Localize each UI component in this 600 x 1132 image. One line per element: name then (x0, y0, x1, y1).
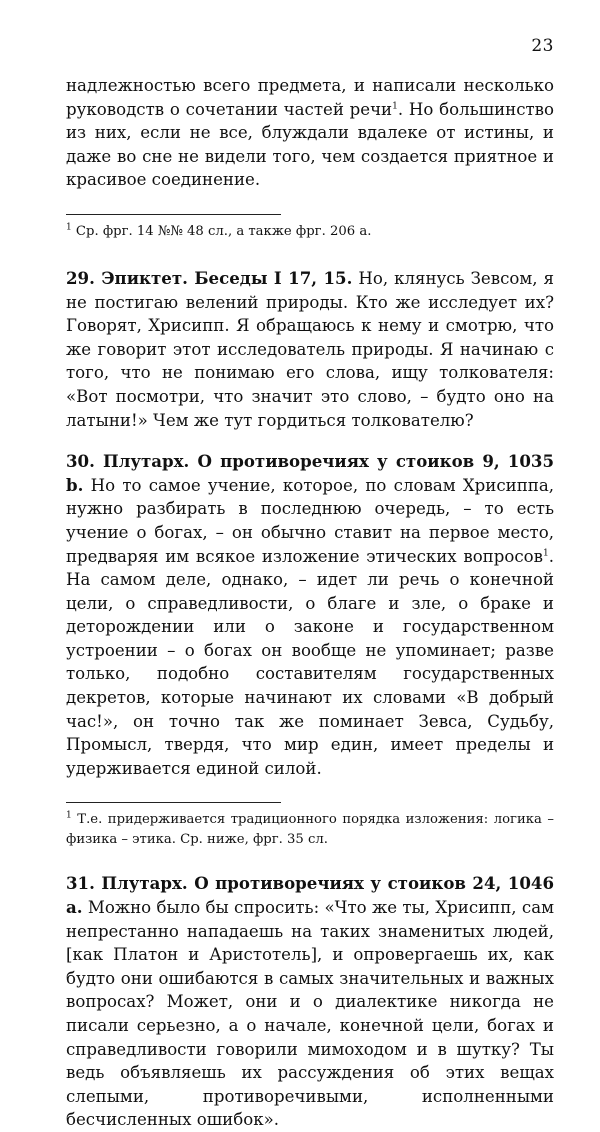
footnote-2 (66, 810, 554, 850)
page-body (66, 74, 554, 1132)
entry-31-text: Можно было бы спросить: «Что же ты, Хрисипп, сам непрестанно нападаешь на таких знаменитых людей, [как Платон и Аристотель], и опровергаешь их, как будто они ошибаются в самых значительных и важных вопросах? Может, они и о диалектике никогда не писали серьезно, а о начале, конечной цели, богах и справедливости говорили мимоходом и в шутку? Ты ведь объявляешь их рассуждения об этих вещах слепыми, противоречивыми, исполненными бесчисленных ошибок». (66, 898, 554, 1130)
page-number: 23 (531, 36, 554, 56)
entry-31 (66, 872, 554, 1132)
footnote-1-text: Ср. фрг. 14 №№ 48 сл., а также фрг. 206 а. (71, 223, 372, 239)
opening-paragraph (66, 74, 554, 192)
footnote-1 (66, 222, 554, 242)
entry-30 (66, 450, 554, 780)
entry-30-text: Но то самое учение, которое, по словам Хрисиппа, нужно разбирать в последнюю очередь, – то есть учение о богах, – он обычно ставит на первое место, предваряя им всякое изложение этических вопросов (66, 475, 554, 566)
entry-30-text-continued: . На самом деле, однако, – идет ли речь о конечной цели, о справедливости, о благе и зле, о браке и деторождении или о законе и государственном устроении – о богах он вообще не упоминает; разве только, подобно составителям государственных декретов, которые начинают их словами «В добрый час!», он точно так же поминает Зевса, Судьбу, Промысл, твердя, что мир един, имеет пределы и удерживается единой силой. (66, 546, 554, 778)
opening-text-continued: . Но большинство из них, если не все, блуждали вдалеке от истины, и даже во сне не видели того, чем создается приятное и красивое соединение. (66, 99, 555, 190)
footnote-marker: 1 (392, 101, 398, 112)
footnote-2-text: Т.е. придерживается традиционного порядка изложения: логика – физика – этика. Ср. ниже, фрг. 35 сл. (66, 812, 554, 848)
entry-29-heading: 29. Эпиктет. Беседы I 17, 15. (66, 267, 353, 288)
entry-30-heading: 30. Плутарх. О противоречиях у стоиков 9, 1035 b. (66, 451, 554, 495)
entry-29-text: Но, клянусь Зевсом, я не постигаю велений природы. Кто же исследует их? Говорят, Хрисипп. Я обращаюсь к нему и смотрю, что же говорит этот исследователь природы. Я начинаю с того, что не понимаю его слова, ищу толкователя: «Вот посмотри, что значит это слово, – будто оно на латыни!» Чем же тут гордиться толкователю? (66, 268, 554, 430)
footnote-1-marker: 1 (66, 222, 72, 233)
opening-text: надлежностью всего предмета, и написали несколько руководств о сочетании частей речи (66, 76, 554, 119)
entry-29 (66, 267, 554, 432)
footnote-marker: 1 (542, 547, 549, 558)
entry-31-heading: 31. Плутарх. О противоречиях у стоиков 24, 1046 а. (66, 873, 554, 918)
footnote-2-marker: 1 (66, 811, 72, 822)
